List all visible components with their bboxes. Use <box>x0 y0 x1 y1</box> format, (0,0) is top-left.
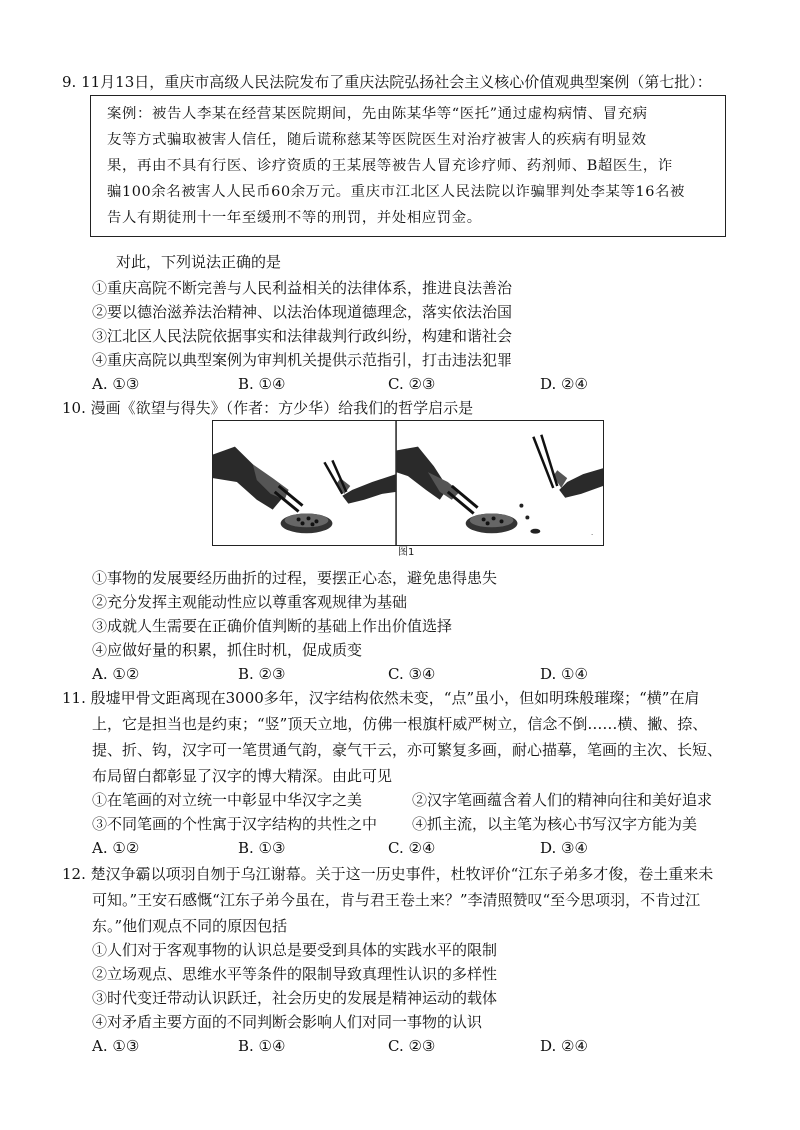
q11-stem-line: 布局留白都彰显了汉字的博大精深。由此可见 <box>92 767 393 785</box>
q9-case-box <box>90 95 726 237</box>
q12-statement: ④对矛盾主要方面的不同判断会影响人们对同一事物的认识 <box>92 1013 483 1031</box>
q12-option-b[interactable]: B. ①④ <box>238 1037 286 1055</box>
q11-stem-line: 提、折、钩，汉字可一笔贯通气韵，豪气干云，亦可繁复多画，耐心描摹，笔画的主次、长短、 <box>92 741 723 759</box>
q10-option-a[interactable]: A. ①② <box>92 665 140 683</box>
q12-stem-line: 12. 楚汉争霸以项羽自刎于乌江谢幕。关于这一历史事件，杜牧评价“江东子弟多才俊，卷土重来未 <box>62 865 714 883</box>
q12-option-d[interactable]: D. ②④ <box>540 1037 588 1055</box>
q9-stem: 9. 11月13日，重庆市高级人民法院发布了重庆法院弘扬社会主义核心价值观典型案例（第七批）： <box>62 73 712 91</box>
q10-stem: 10. 漫画《欲望与得失》（作者：方少华）给我们的哲学启示是 <box>62 399 474 417</box>
q11-option-d[interactable]: D. ③④ <box>540 839 588 857</box>
q10-cartoon-figure <box>212 420 604 546</box>
q9-statement: ①重庆高院不断完善与人民利益相关的法律体系，推进良法善治 <box>92 279 513 297</box>
q9-case-line: 告人有期徒刑十一年至缓刑不等的刑罚，并处相应罚金。 <box>107 210 482 226</box>
q10-statement: ②充分发挥主观能动性应以尊重客观规律为基础 <box>92 593 408 611</box>
q11-option-b[interactable]: B. ①③ <box>238 839 286 857</box>
q12-option-a[interactable]: A. ①③ <box>92 1037 140 1055</box>
q11-statement: ①在笔画的对立统一中彰显中华汉字之美 <box>92 791 363 809</box>
q9-prompt: 对此，下列说法正确的是 <box>116 253 282 271</box>
q9-statement: ③江北区人民法院依据事实和法律裁判行政纠纷，构建和谐社会 <box>92 327 513 345</box>
q10-option-d[interactable]: D. ①④ <box>540 665 588 683</box>
q11-stem-line: 11. 殷墟甲骨文距离现在3000多年，汉字结构依然未变，“点”虽小，但如明珠般璀璨；“横”在肩 <box>62 689 700 707</box>
q9-case-line: 骗100余名被害人人民币60余万元。重庆市江北区人民法院以诈骗罪判处李某等16名被 <box>107 184 685 200</box>
q11-statement: ②汉字笔画蕴含着人们的精神向往和美好追求 <box>412 791 713 809</box>
q12-statement: ②立场观点、思维水平等条件的限制导致真理性认识的多样性 <box>92 965 498 983</box>
q10-statement: ④应做好量的积累，抓住时机，促成质变 <box>92 641 363 659</box>
q11-statement: ③不同笔画的个性寓于汉字结构的共性之中 <box>92 815 378 833</box>
q9-option-d[interactable]: D. ②④ <box>540 375 588 393</box>
q11-option-c[interactable]: C. ②④ <box>388 839 436 857</box>
cartoon-illustration <box>213 421 603 545</box>
q9-case-line: 案例：被告人李某在经营某医院期间，先由陈某华等“医托”通过虚构病情、冒充病 <box>107 106 648 122</box>
q9-option-b[interactable]: B. ①④ <box>238 375 286 393</box>
q10-option-b[interactable]: B. ②③ <box>238 665 286 683</box>
q10-statement: ③成就人生需要在正确价值判断的基础上作出价值选择 <box>92 617 453 635</box>
q12-statement: ①人们对于客观事物的认识总是要受到具体的实践水平的限制 <box>92 941 498 959</box>
q9-statement: ④重庆高院以典型案例为审判机关提供示范指引，打击违法犯罪 <box>92 351 513 369</box>
q9-option-a[interactable]: A. ①③ <box>92 375 140 393</box>
q11-option-a[interactable]: A. ①② <box>92 839 140 857</box>
q9-statement: ②要以德治滋养法治精神、以法治体现道德理念，落实依法治国 <box>92 303 513 321</box>
q9-option-c[interactable]: C. ②③ <box>388 375 436 393</box>
q10-option-c[interactable]: C. ③④ <box>388 665 436 683</box>
q12-stem-line: 可知。”王安石感慨“江东子弟今虽在，肯与君王卷土来？”李清照赞叹“至今思项羽，不肯过江 <box>92 891 701 909</box>
q10-statement: ①事物的发展要经历曲折的过程，要摆正心态，避免患得患失 <box>92 569 498 587</box>
q11-stem-line: 上，它是担当也是约束；“竖”顶天立地，仿佛一根旗杆威严树立，信念不倒……横、撇、捺、 <box>92 715 708 733</box>
svg-text:·: · <box>591 531 594 540</box>
q12-option-c[interactable]: C. ②③ <box>388 1037 436 1055</box>
q12-stem-line: 东。”他们观点不同的原因包括 <box>92 917 288 935</box>
q9-case-line: 友等方式骗取被害人信任，随后谎称慈某等医院医生对治疗被害人的疾病有明显效 <box>107 132 647 148</box>
q12-statement: ③时代变迁带动认识跃迁，社会历史的发展是精神运动的载体 <box>92 989 498 1007</box>
q11-statement: ④抓主流，以主笔为核心书写汉字方能为美 <box>412 815 698 833</box>
q9-case-line: 果，再由不具有行医、诊疗资质的王某展等被告人冒充诊疗师、药剂师、B超医生，诈 <box>107 158 673 174</box>
q10-figure-caption: 图1 <box>398 547 415 558</box>
